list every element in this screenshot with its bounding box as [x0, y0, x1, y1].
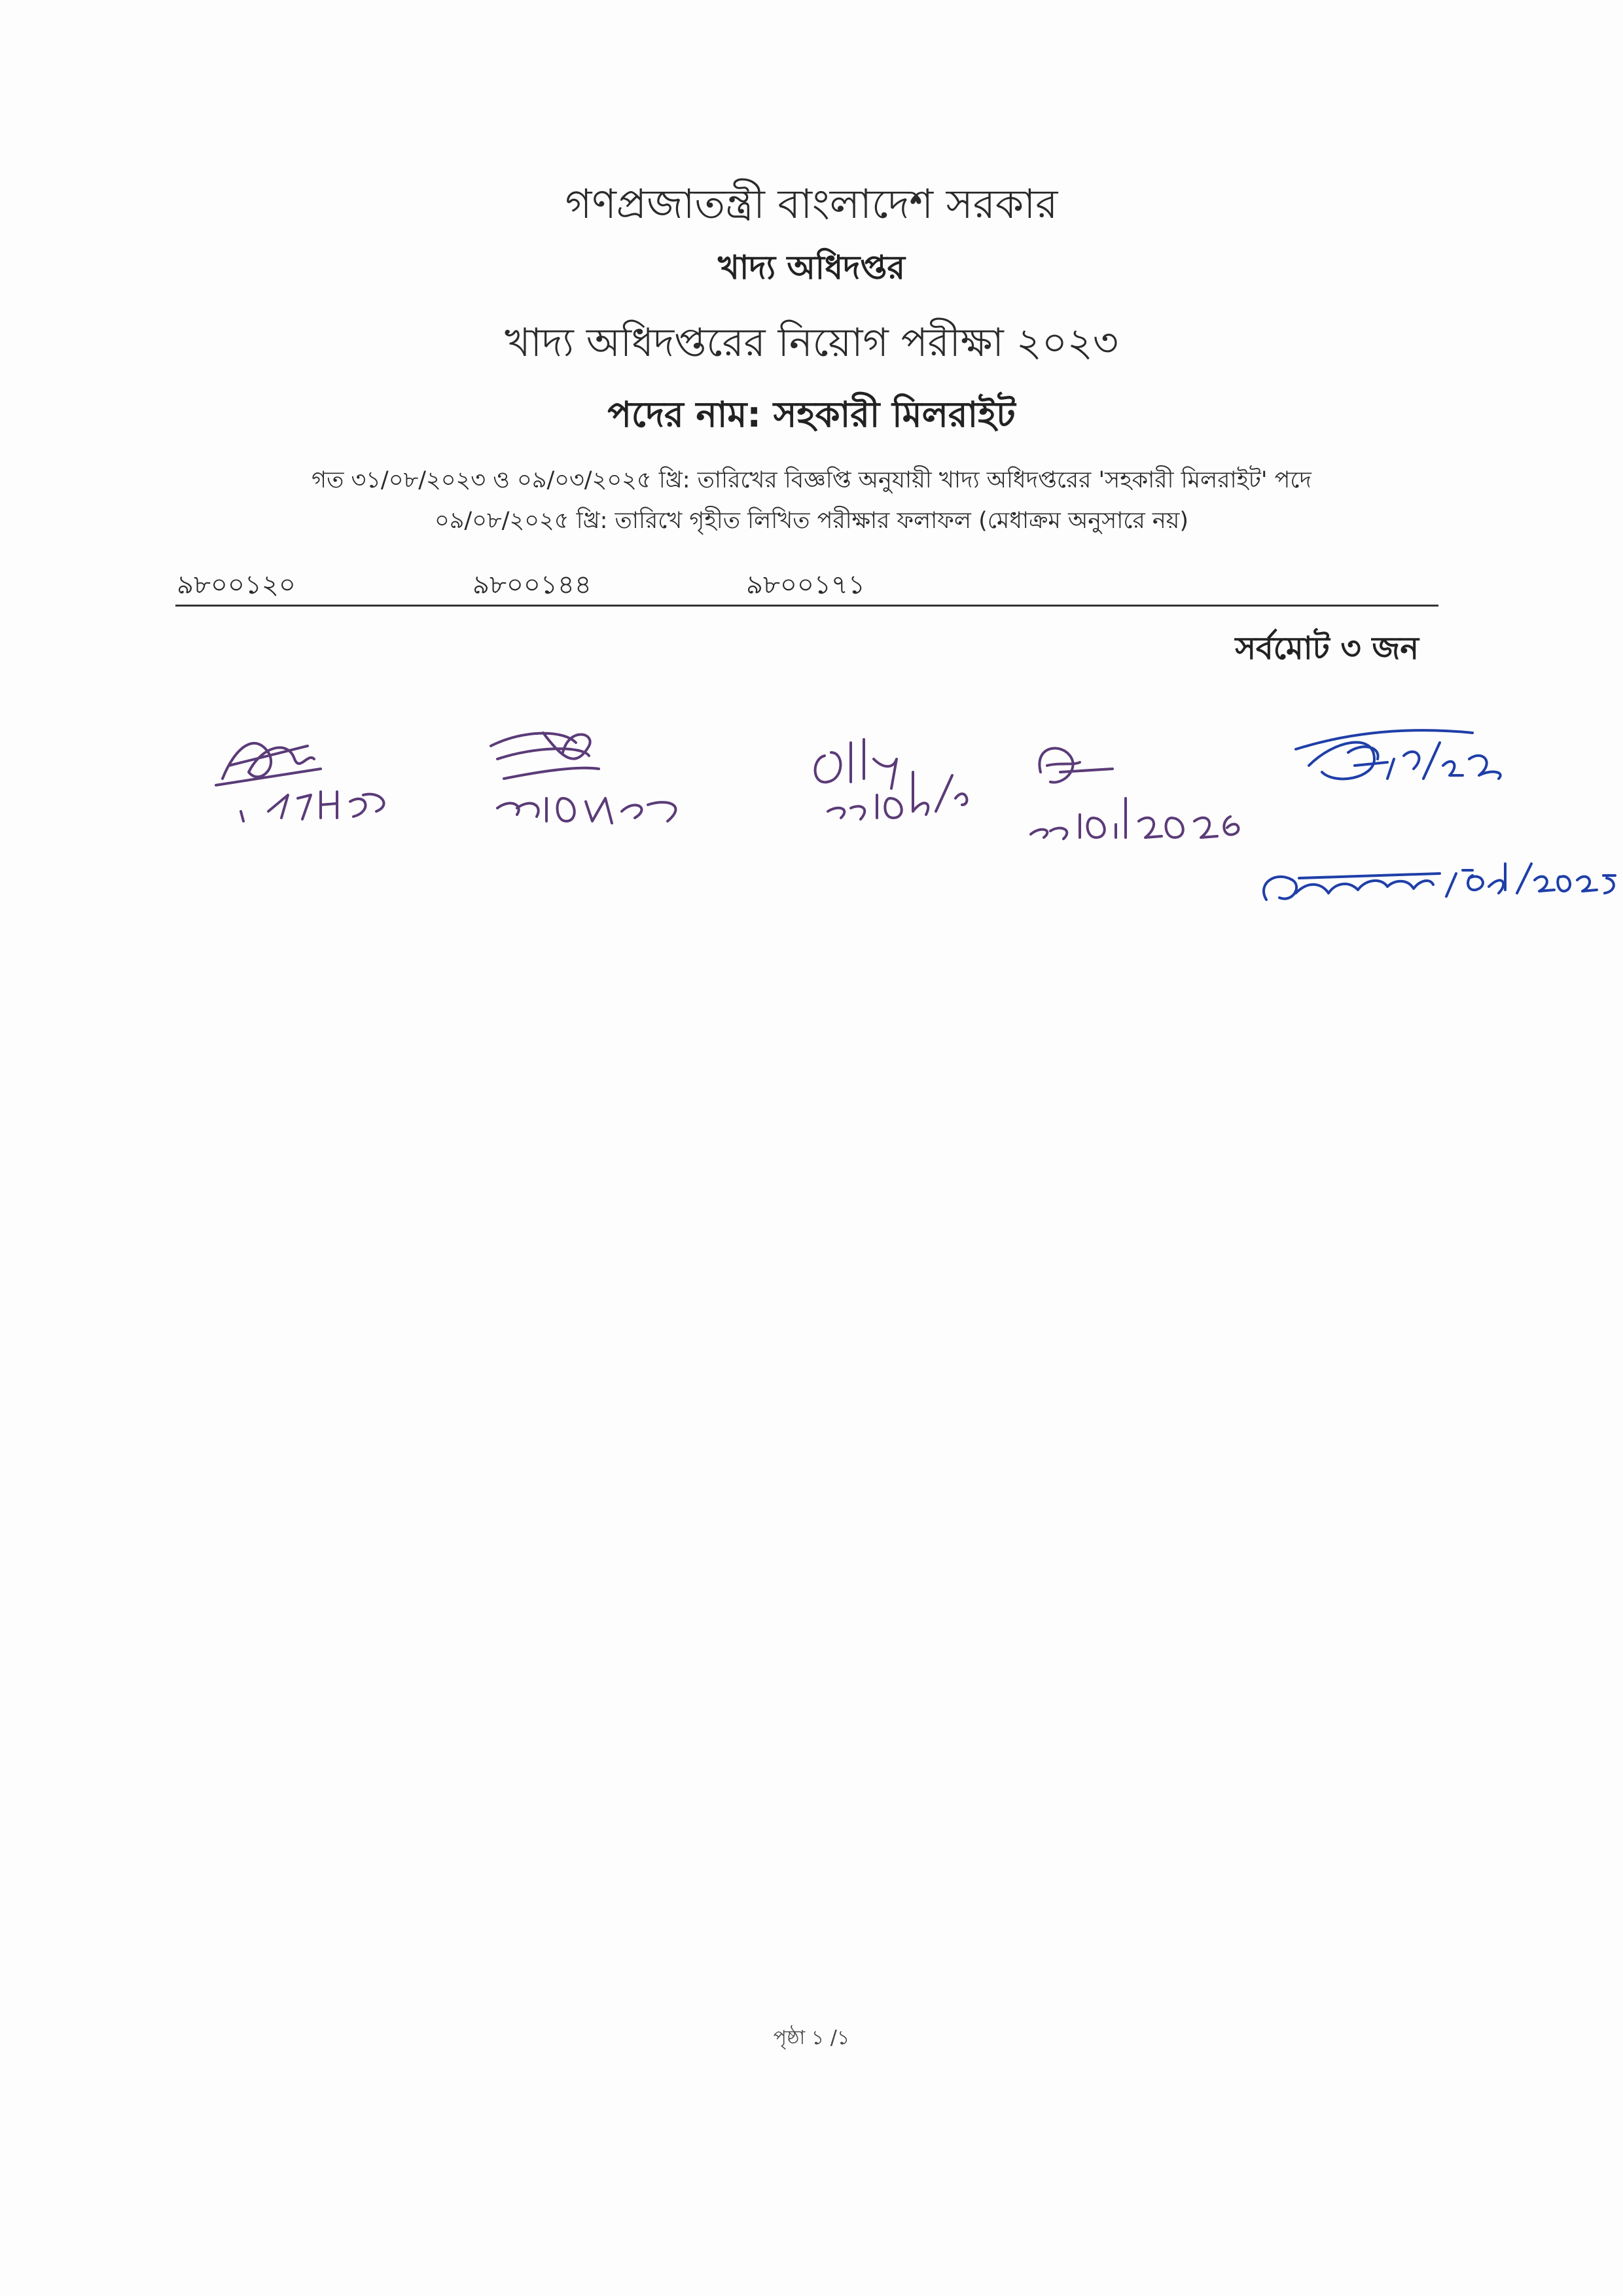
signature-5 [1264, 730, 1615, 900]
signature-3 [815, 739, 967, 819]
signature-1 [216, 743, 383, 821]
exam-title: খাদ্য অধিদপ্তরের নিয়োগ পরীক্ষা ২০২৩ [505, 320, 1118, 366]
notice-line-1: গত ৩১/০৮/২০২৩ ও ০৯/০৩/২০২৫ খ্রি: তারিখের বিজ্ঞপ্তি অনুযায়ী খাদ্য অধিদপ্তরের 'সহকারী মিলরাইট' পদে [312, 467, 1311, 493]
signatures-area [0, 707, 1623, 942]
department-title: খাদ্য অধিদপ্তর [717, 249, 905, 287]
total-count: সর্বমোট ৩ জন [1235, 630, 1419, 667]
divider [175, 605, 1438, 607]
roll-number: ৯৮০০১৪৪ [473, 570, 592, 600]
roll-number: ৯৮০০১২০ [177, 570, 296, 600]
signature-2 [491, 733, 675, 823]
government-title: গণপ্রজাতন্ত্রী বাংলাদেশ সরকার [565, 180, 1058, 228]
roll-number: ৯৮০০১৭১ [746, 570, 865, 600]
signature-4 [1031, 749, 1238, 839]
notice-line-2: ০৯/০৮/২০২৫ খ্রি: তারিখে গৃহীত লিখিত পরীক্ষার ফলাফল (মেধাক্রম অনুসারে নয়) [434, 508, 1189, 534]
post-name: পদের নাম: সহকারী মিলরাইট [607, 394, 1016, 435]
page-number: পৃষ্ঠা ১ /১ [773, 2026, 850, 2049]
